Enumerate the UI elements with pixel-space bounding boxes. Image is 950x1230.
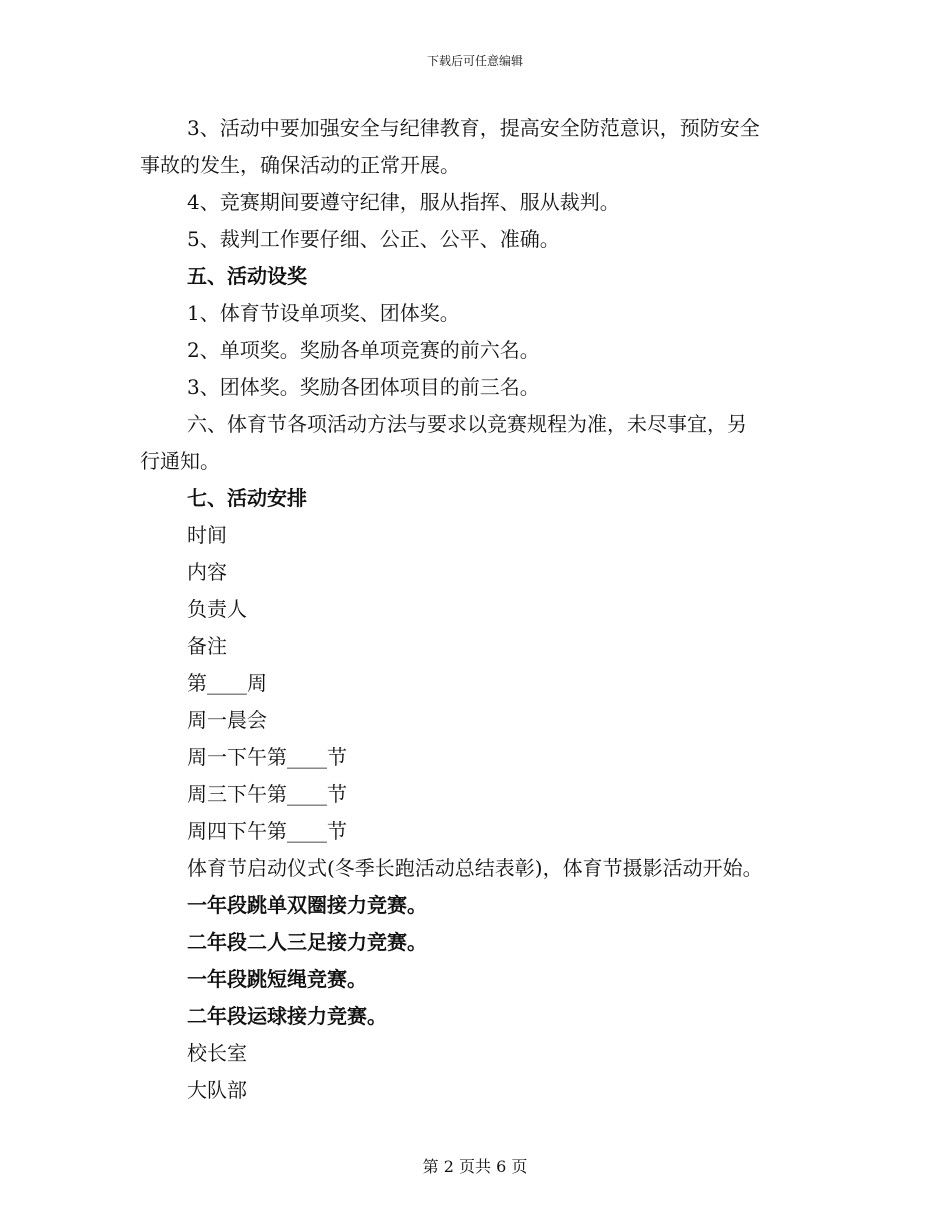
schedule-week: 第____周 (187, 671, 267, 695)
schedule-time-mon-afternoon: 周一下午第____节 (187, 745, 347, 769)
list-item-award-3: 3、团体奖。奖励各团体项目的前三名。 (187, 375, 540, 399)
section-heading-schedule: 七、活动安排 (187, 486, 307, 510)
list-item-rule-3-line-1: 3、活动中要加强安全与纪律教育，提高安全防范意识，预防安全 (187, 116, 760, 140)
section-heading-awards: 五、活动设奖 (187, 264, 307, 288)
section-6-line-1: 六、体育节各项活动方法与要求以竞赛规程为准，未尽事宜，另 (187, 412, 747, 436)
schedule-content-grade1-relay: 一年段跳单双圈接力竞赛。 (187, 893, 427, 917)
list-item-award-2: 2、单项奖。奖励各单项竞赛的前六名。 (187, 338, 540, 362)
schedule-owner-brigade: 大队部 (187, 1078, 247, 1102)
schedule-header-content: 内容 (187, 560, 227, 584)
schedule-time-thu-afternoon: 周四下午第____节 (187, 819, 347, 843)
section-6-line-2: 行通知。 (140, 449, 220, 473)
schedule-header-notes: 备注 (187, 634, 227, 658)
list-item-award-1: 1、体育节设单项奖、团体奖。 (187, 301, 460, 325)
schedule-header-time: 时间 (187, 523, 227, 547)
schedule-owner-principal: 校长室 (187, 1041, 247, 1065)
schedule-content-opening: 体育节启动仪式(冬季长跑活动总结表彰)，体育节摄影活动开始。 (187, 856, 763, 880)
document-body (140, 110, 820, 1109)
schedule-content-grade2-three-leg: 二年段二人三足接力竞赛。 (187, 930, 427, 954)
list-item-rule-3-line-2: 事故的发生，确保活动的正常开展。 (140, 153, 460, 177)
page-header: 下载后可任意编辑 (426, 54, 523, 68)
schedule-time-mon-morning: 周一晨会 (187, 708, 267, 732)
schedule-time-wed-afternoon: 周三下午第____节 (187, 782, 347, 806)
page-footer: 第 2 页共 6 页 (422, 1157, 528, 1176)
list-item-rule-5: 5、裁判工作要仔细、公正、公平、准确。 (187, 227, 560, 251)
schedule-content-grade2-ball: 二年段运球接力竞赛。 (187, 1004, 387, 1028)
list-item-rule-4: 4、竞赛期间要遵守纪律，服从指挥、服从裁判。 (187, 190, 620, 214)
schedule-content-grade1-rope: 一年段跳短绳竞赛。 (187, 967, 367, 991)
schedule-header-owner: 负责人 (187, 597, 247, 621)
